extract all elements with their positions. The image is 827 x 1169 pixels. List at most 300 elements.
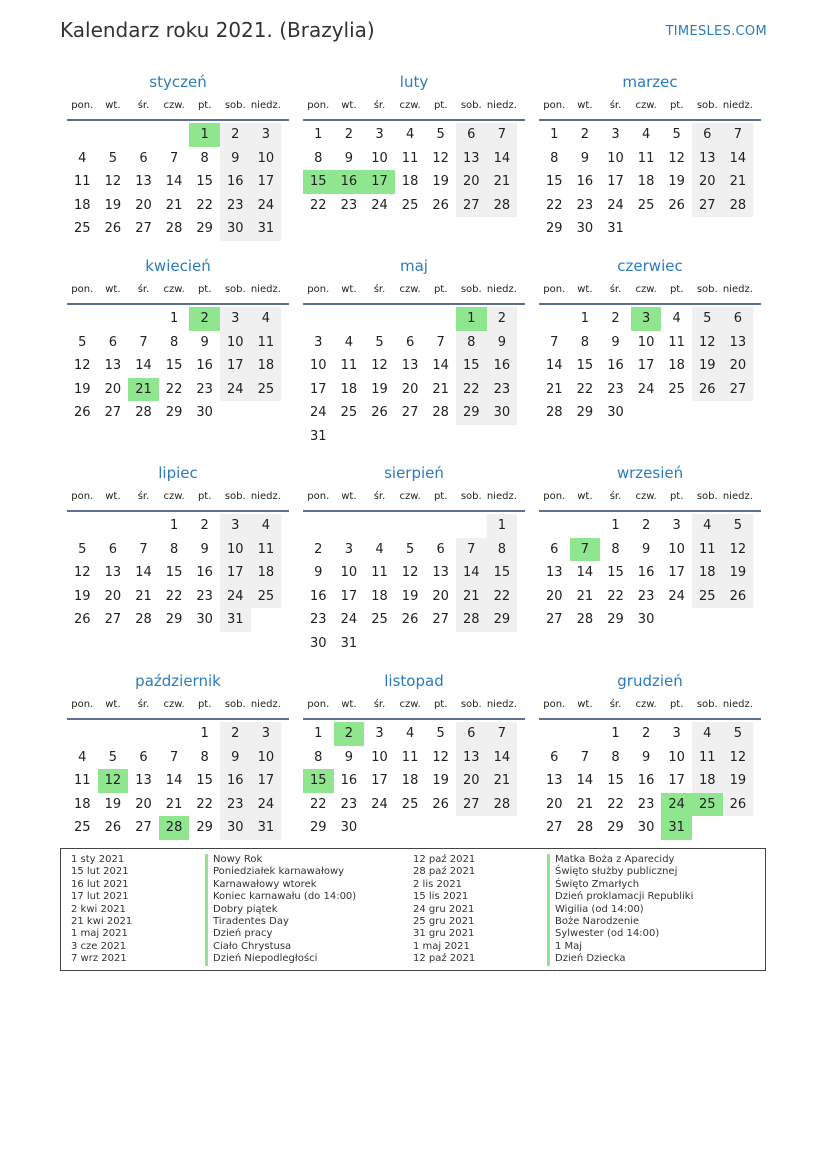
weekday-label: sob.	[696, 699, 718, 710]
day-cell: 20	[723, 354, 754, 378]
legend-holiday-name: Poniedziałek karnawałowy	[205, 866, 356, 878]
day-cell: 1	[169, 311, 179, 326]
day-cell: 3	[251, 722, 282, 746]
day-cell: 28	[546, 405, 563, 420]
day-cell: 6	[723, 307, 754, 331]
legend-names-right	[547, 854, 693, 966]
day-cell: 10	[220, 331, 251, 355]
day-cell: 7	[550, 334, 559, 350]
weekday-label: pon.	[307, 100, 330, 111]
day-cell: 27	[546, 820, 563, 835]
day-cell: 6	[139, 749, 148, 765]
day-cell: 24	[310, 405, 327, 420]
weekday-label: czw.	[163, 284, 185, 295]
month-block	[539, 72, 761, 241]
legend-date: 1 maj 2021	[413, 940, 470, 952]
day-cell: 6	[456, 123, 487, 147]
day-cell: 10	[371, 150, 388, 166]
day-cell: 23	[637, 796, 655, 812]
day-cell: 7	[580, 749, 590, 765]
weekday-label: wt.	[105, 491, 121, 502]
day-cell: 18	[74, 796, 91, 812]
holiday-cell: 12	[98, 769, 129, 793]
day-cell: 14	[432, 358, 449, 373]
day-cell: 27	[456, 793, 487, 817]
weekday-label: niedz.	[722, 100, 753, 111]
day-cell: 5	[108, 749, 118, 765]
day-grid	[303, 514, 525, 655]
day-cell: 2	[220, 722, 251, 746]
day-cell: 18	[692, 561, 723, 585]
day-cell: 12	[723, 538, 754, 562]
day-cell: 3	[672, 518, 681, 533]
day-cell: 16	[637, 773, 655, 788]
legend-holiday-name: Boże Narodzenie	[547, 916, 693, 928]
day-cell: 20	[456, 769, 487, 793]
day-cell: 16	[340, 773, 358, 788]
day-cell: 10	[668, 541, 685, 557]
day-cell: 7	[456, 538, 487, 562]
weekday-label: czw.	[635, 284, 657, 295]
day-cell: 19	[723, 561, 754, 585]
day-cell: 10	[251, 746, 282, 770]
day-cell: 6	[405, 334, 415, 350]
day-cell: 4	[405, 127, 415, 142]
legend-holiday-name: Tiradentes Day	[205, 916, 356, 928]
day-cell: 20	[546, 796, 563, 812]
weekday-label: pt.	[669, 100, 684, 111]
weekday-label: pon.	[543, 100, 566, 111]
day-cell: 3	[375, 127, 384, 142]
day-cell: 25	[371, 612, 388, 627]
day-cell: 11	[74, 174, 91, 189]
month-block	[67, 72, 289, 241]
day-cell: 3	[611, 127, 620, 142]
day-cell: 31	[340, 635, 358, 651]
weekday-label: sob.	[696, 491, 718, 502]
day-cell: 22	[165, 381, 183, 397]
day-cell: 12	[371, 358, 388, 373]
weekday-label: wt.	[105, 284, 121, 295]
day-cell: 30	[637, 820, 655, 835]
day-cell: 30	[607, 405, 624, 420]
empty-cell	[98, 123, 129, 147]
day-grid	[67, 307, 289, 425]
day-cell: 14	[456, 561, 487, 585]
day-cell: 13	[401, 358, 419, 373]
legend-holiday-name: Dzień Dziecka	[547, 953, 693, 965]
day-cell: 12	[432, 749, 449, 765]
day-cell: 28	[487, 793, 518, 817]
weekday-header	[303, 489, 525, 509]
day-cell: 17	[340, 588, 358, 604]
day-cell: 21	[456, 585, 487, 609]
month-name: lipiec	[158, 464, 198, 482]
empty-cell	[67, 514, 98, 538]
empty-cell	[67, 123, 98, 147]
day-cell: 21	[487, 769, 518, 793]
month-name: czerwiec	[617, 257, 683, 275]
day-cell: 4	[641, 127, 651, 142]
day-cell: 13	[692, 147, 723, 171]
day-cell: 30	[340, 820, 358, 835]
day-cell: 29	[607, 820, 624, 835]
month-divider	[67, 303, 289, 305]
legend-date: 1 maj 2021	[71, 928, 128, 940]
day-cell: 19	[104, 197, 122, 213]
day-grid	[303, 722, 525, 840]
day-cell: 14	[135, 358, 152, 373]
day-cell: 26	[723, 585, 754, 609]
day-cell: 29	[196, 221, 213, 236]
day-cell: 20	[401, 381, 419, 397]
day-cell: 25	[637, 197, 655, 213]
day-cell: 18	[401, 773, 419, 788]
day-cell: 18	[251, 354, 282, 378]
day-cell: 11	[692, 538, 723, 562]
month-block	[539, 463, 761, 632]
empty-cell	[395, 307, 426, 331]
day-cell: 21	[576, 588, 594, 604]
day-cell: 13	[546, 565, 563, 580]
day-cell: 31	[251, 816, 282, 840]
day-cell: 17	[637, 358, 655, 373]
day-cell: 17	[371, 773, 388, 788]
day-cell: 16	[220, 769, 251, 793]
legend-date: 31 gru 2021	[413, 928, 475, 940]
day-cell: 3	[220, 514, 251, 538]
legend-holiday-name: Karnawałowy wtorek	[205, 879, 356, 891]
day-cell: 26	[401, 612, 419, 627]
day-cell: 23	[220, 194, 251, 218]
day-cell: 15	[165, 358, 183, 373]
holiday-cell: 16	[334, 170, 365, 194]
day-cell: 4	[672, 311, 681, 326]
day-cell: 8	[611, 749, 620, 765]
day-cell: 22	[607, 796, 624, 812]
day-cell: 22	[310, 796, 327, 812]
weekday-label: czw.	[635, 699, 657, 710]
day-cell: 11	[401, 749, 419, 765]
site-link[interactable]: TIMESLES.COM	[665, 24, 767, 39]
day-cell: 21	[432, 381, 449, 397]
weekday-label: wt.	[577, 491, 593, 502]
day-cell: 25	[692, 585, 723, 609]
empty-cell	[456, 514, 487, 538]
weekday-label: śr.	[373, 100, 386, 111]
day-cell: 23	[487, 378, 518, 402]
day-cell: 9	[641, 749, 651, 765]
day-cell: 16	[196, 565, 213, 580]
day-cell: 17	[310, 381, 327, 397]
month-block	[303, 671, 525, 840]
empty-cell	[128, 307, 159, 331]
day-cell: 24	[251, 194, 282, 218]
day-cell: 12	[74, 565, 91, 580]
weekday-label: pt.	[197, 491, 212, 502]
empty-cell	[128, 514, 159, 538]
day-cell: 8	[550, 150, 559, 166]
weekday-label: wt.	[577, 699, 593, 710]
day-cell: 2	[220, 123, 251, 147]
day-cell: 9	[314, 565, 323, 580]
day-cell: 18	[74, 197, 91, 213]
day-cell: 22	[456, 378, 487, 402]
day-cell: 17	[251, 170, 282, 194]
day-cell: 30	[220, 217, 251, 241]
day-cell: 23	[196, 588, 213, 604]
day-cell: 27	[723, 378, 754, 402]
day-cell: 26	[371, 405, 388, 420]
day-cell: 9	[344, 150, 354, 166]
day-cell: 4	[344, 334, 354, 350]
day-cell: 4	[692, 722, 723, 746]
weekday-label: pon.	[543, 491, 566, 502]
day-cell: 3	[375, 726, 384, 741]
day-cell: 14	[165, 773, 183, 788]
weekday-label: śr.	[137, 491, 150, 502]
day-cell: 26	[104, 221, 122, 236]
weekday-label: sob.	[224, 100, 246, 111]
day-cell: 26	[74, 405, 91, 420]
weekday-label: niedz.	[722, 284, 753, 295]
day-cell: 24	[251, 793, 282, 817]
day-cell: 14	[576, 773, 594, 788]
weekday-label: pt.	[433, 699, 448, 710]
day-cell: 20	[546, 588, 563, 604]
weekday-label: pt.	[433, 491, 448, 502]
day-cell: 19	[104, 796, 122, 812]
day-cell: 24	[220, 378, 251, 402]
weekday-header	[539, 489, 761, 509]
day-cell: 27	[432, 612, 449, 627]
day-cell: 19	[668, 174, 685, 189]
month-block	[67, 463, 289, 632]
empty-cell	[395, 514, 426, 538]
day-cell: 30	[637, 612, 655, 627]
month-block	[303, 463, 525, 655]
day-grid	[539, 722, 761, 840]
day-cell: 18	[668, 358, 685, 373]
legend-date: 2 kwi 2021	[71, 903, 126, 915]
empty-cell	[98, 514, 129, 538]
holiday-cell: 2	[334, 722, 365, 746]
weekday-label: czw.	[635, 100, 657, 111]
month-name: styczeń	[149, 73, 207, 91]
day-cell: 22	[310, 197, 327, 213]
weekday-label: sob.	[460, 491, 482, 502]
weekday-label: czw.	[399, 699, 421, 710]
day-cell: 7	[169, 749, 179, 765]
empty-cell	[67, 307, 98, 331]
day-cell: 3	[251, 123, 282, 147]
empty-cell	[98, 307, 129, 331]
day-cell: 14	[135, 565, 152, 580]
day-cell: 30	[196, 612, 213, 627]
month-divider	[539, 119, 761, 121]
weekday-header	[67, 98, 289, 118]
day-cell: 22	[607, 588, 624, 604]
holiday-legend	[60, 848, 766, 971]
day-cell: 15	[196, 773, 213, 788]
day-cell: 16	[220, 170, 251, 194]
weekday-label: wt.	[341, 284, 357, 295]
day-cell: 19	[74, 381, 91, 397]
day-cell: 30	[196, 405, 213, 420]
day-cell: 11	[371, 565, 388, 580]
day-cell: 21	[165, 197, 183, 213]
month-block	[303, 72, 525, 217]
legend-date: 15 lis 2021	[413, 891, 469, 903]
day-cell: 10	[607, 150, 624, 166]
legend-holiday-name: Dobry piątek	[205, 904, 356, 916]
day-cell: 26	[432, 796, 449, 812]
empty-cell	[98, 722, 129, 746]
day-cell: 22	[196, 197, 213, 213]
day-cell: 7	[487, 123, 518, 147]
day-cell: 3	[314, 334, 323, 350]
day-cell: 24	[340, 612, 358, 627]
day-cell: 4	[405, 726, 415, 741]
legend-date: 1 sty 2021	[71, 854, 125, 865]
weekday-label: śr.	[373, 491, 386, 502]
month-block	[539, 671, 761, 840]
day-cell: 1	[580, 311, 590, 326]
day-cell: 10	[371, 749, 388, 765]
legend-date: 16 lut 2021	[71, 878, 129, 890]
day-cell: 27	[135, 221, 152, 236]
day-cell: 8	[487, 538, 518, 562]
month-divider	[67, 510, 289, 512]
day-cell: 12	[104, 174, 122, 189]
day-cell: 8	[169, 334, 179, 350]
month-divider	[539, 510, 761, 512]
day-cell: 15	[456, 354, 487, 378]
day-cell: 16	[607, 358, 624, 373]
day-cell: 27	[692, 194, 723, 218]
day-cell: 19	[432, 174, 449, 189]
day-cell: 13	[135, 773, 152, 788]
day-cell: 25	[74, 820, 91, 835]
day-cell: 4	[251, 307, 282, 331]
weekday-header	[67, 489, 289, 509]
month-divider	[67, 718, 289, 720]
weekday-label: czw.	[399, 491, 421, 502]
day-cell: 15	[607, 773, 624, 788]
empty-cell	[334, 514, 365, 538]
weekday-label: niedz.	[722, 491, 753, 502]
day-cell: 1	[611, 518, 620, 533]
empty-cell	[334, 307, 365, 331]
weekday-label: niedz.	[250, 100, 281, 111]
empty-cell	[159, 123, 190, 147]
day-cell: 12	[692, 331, 723, 355]
day-cell: 11	[692, 746, 723, 770]
empty-cell	[303, 514, 334, 538]
day-cell: 8	[580, 334, 590, 350]
month-divider	[67, 119, 289, 121]
day-cell: 31	[220, 608, 251, 632]
day-cell: 5	[672, 127, 681, 142]
empty-cell	[539, 722, 570, 746]
weekday-label: czw.	[163, 699, 185, 710]
day-cell: 6	[139, 150, 148, 166]
day-grid	[539, 514, 761, 632]
weekday-label: wt.	[341, 100, 357, 111]
day-cell: 26	[74, 612, 91, 627]
legend-date: 17 lut 2021	[71, 891, 129, 903]
day-cell: 6	[550, 541, 559, 557]
day-grid	[67, 722, 289, 840]
legend-date: 2 lis 2021	[413, 878, 462, 890]
day-cell: 5	[405, 541, 415, 557]
day-cell: 7	[139, 334, 148, 350]
day-cell: 9	[487, 331, 518, 355]
weekday-label: pon.	[71, 699, 94, 710]
day-cell: 23	[340, 796, 358, 812]
holiday-cell: 28	[159, 816, 190, 840]
day-cell: 1	[314, 726, 323, 741]
day-cell: 28	[432, 405, 449, 420]
day-cell: 2	[641, 726, 651, 741]
empty-cell	[159, 722, 190, 746]
day-cell: 18	[340, 381, 358, 397]
weekday-label: niedz.	[250, 491, 281, 502]
weekday-header	[539, 282, 761, 302]
day-cell: 1	[611, 726, 620, 741]
day-cell: 8	[200, 749, 209, 765]
legend-holiday-name: Wigilia (od 14:00)	[547, 904, 693, 916]
day-cell: 21	[165, 796, 183, 812]
holiday-cell: 1	[189, 123, 220, 147]
day-cell: 9	[641, 541, 651, 557]
holiday-cell: 17	[364, 170, 395, 194]
day-cell: 13	[432, 565, 449, 580]
day-cell: 1	[550, 127, 559, 142]
day-cell: 7	[487, 722, 518, 746]
legend-holiday-name: Koniec karnawału (do 14:00)	[205, 891, 356, 903]
day-cell: 29	[487, 608, 518, 632]
day-cell: 16	[196, 358, 213, 373]
day-cell: 22	[546, 197, 563, 213]
weekday-label: niedz.	[250, 699, 281, 710]
month-name: marzec	[622, 73, 678, 91]
holiday-cell: 1	[456, 307, 487, 331]
day-cell: 1	[314, 127, 323, 142]
weekday-label: pt.	[669, 284, 684, 295]
holiday-cell: 25	[692, 793, 723, 817]
weekday-label: sob.	[224, 699, 246, 710]
weekday-label: pt.	[433, 100, 448, 111]
day-cell: 16	[637, 565, 655, 580]
day-cell: 21	[576, 796, 594, 812]
day-cell: 10	[310, 358, 327, 373]
weekday-label: niedz.	[250, 284, 281, 295]
day-cell: 24	[371, 796, 388, 812]
day-cell: 15	[546, 174, 563, 189]
day-cell: 20	[692, 170, 723, 194]
day-cell: 13	[456, 147, 487, 171]
day-cell: 7	[169, 150, 179, 166]
day-cell: 6	[108, 334, 118, 350]
weekday-label: czw.	[163, 491, 185, 502]
day-cell: 29	[310, 820, 327, 835]
day-grid	[539, 307, 761, 425]
legend-date: 21 kwi 2021	[71, 915, 133, 927]
legend-date: 3 cze 2021	[71, 940, 127, 952]
month-block	[539, 256, 761, 425]
day-cell: 30	[487, 401, 518, 425]
